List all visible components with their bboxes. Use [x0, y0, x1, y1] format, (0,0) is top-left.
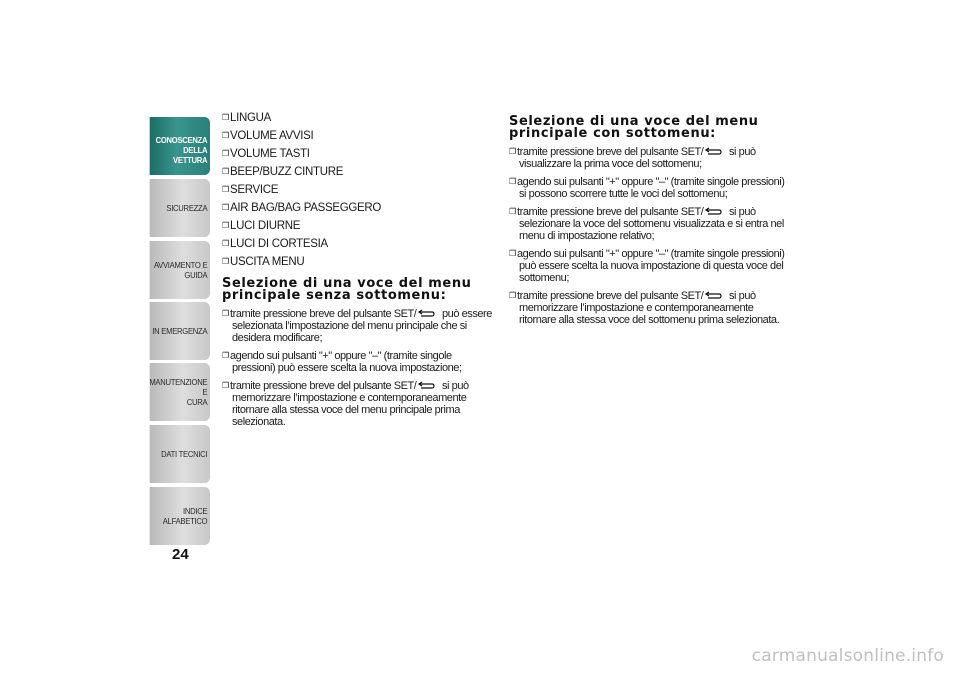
- left-column: [222, 112, 494, 434]
- tab-conoscenza-della-vettura[interactable]: [150, 117, 210, 175]
- instruction-item: [509, 146, 791, 170]
- return-arrow-icon: [704, 291, 722, 299]
- page-number: 24: [172, 546, 189, 563]
- section-heading: Selezione di una voce del menu principale con sottomenu:: [509, 114, 759, 141]
- section-heading: Selezione di una voce del menu principale senza sottomenu:: [222, 276, 472, 303]
- bullet-icon: ❒: [222, 239, 229, 248]
- tab-manutenzione-e-cura[interactable]: [150, 363, 210, 421]
- instruction-text-cont: può essere selezionata l’impostazione del menu principale che si desidera modificare;: [232, 308, 492, 344]
- tab-label-line1: INDICE ALFABETICO: [162, 506, 208, 526]
- bullet-icon: ❒: [509, 207, 516, 216]
- tab-label-line1: MANUTENZIONE E: [149, 377, 208, 397]
- right-column: [509, 116, 791, 332]
- bullet-icon: ❒: [222, 309, 229, 318]
- list-item: [222, 238, 494, 250]
- list-item-text: USCITA MENU: [230, 256, 305, 268]
- instruction-item: [509, 206, 791, 242]
- list-item-text: LUCI DIURNE: [230, 220, 301, 232]
- list-item-text: AIR BAG/BAG PASSEGGERO: [230, 202, 382, 214]
- tab-avviamento-e-guida[interactable]: [150, 241, 210, 299]
- tab-indice-alfabetico[interactable]: [150, 487, 210, 545]
- instruction-text: agendo sui pulsanti "+" oppure "–" (tramite singole pressioni) si possono scorrere tutte le voci del sottomenu;: [517, 176, 785, 200]
- bullet-icon: ❒: [222, 131, 229, 140]
- list-item: [222, 256, 494, 268]
- instruction-text-cont: si può visualizzare la prima voce del sottomenu;: [519, 146, 756, 170]
- bullet-icon: ❒: [222, 351, 229, 360]
- return-arrow-icon: [704, 207, 722, 215]
- tab-in-emergenza[interactable]: [150, 302, 210, 360]
- list-item-text: LUCI DI CORTESIA: [230, 238, 328, 250]
- instruction-item: [222, 308, 494, 344]
- instruction-text: tramite pressione breve del pulsante SET/: [517, 290, 704, 302]
- list-item: [222, 184, 494, 196]
- instruction-item: [222, 350, 494, 374]
- list-item: [222, 166, 494, 178]
- instruction-text: tramite pressione breve del pulsante SET/: [230, 380, 417, 392]
- tab-label-line1: IN EMERGENZA: [152, 326, 208, 336]
- bullet-icon: ❒: [509, 291, 516, 300]
- list-item-text: LINGUA: [230, 112, 272, 124]
- bullet-icon: ❒: [222, 167, 229, 176]
- tab-label-line2: CURA: [186, 397, 208, 407]
- list-item: [222, 112, 494, 124]
- bullet-icon: ❒: [222, 185, 229, 194]
- bullet-icon: ❒: [509, 147, 516, 156]
- tab-label-line1: SICUREZZA: [166, 203, 208, 213]
- bullet-icon: ❒: [222, 221, 229, 230]
- list-item-text: SERVICE: [230, 184, 279, 196]
- instruction-item: [509, 176, 791, 200]
- bullet-icon: ❒: [222, 203, 229, 212]
- list-item-text: BEEP/BUZZ CINTURE: [230, 166, 344, 178]
- bullet-icon: ❒: [509, 177, 516, 186]
- list-item-text: VOLUME AVVISI: [230, 130, 314, 142]
- tab-label-line2: DELLA VETTURA: [173, 145, 208, 165]
- instruction-text: agendo sui pulsanti "+" oppure "–" (tramite singole pressioni) può essere scelta la nuova impostazione di questa voce del sottomenu;: [517, 248, 785, 284]
- tab-label-line1: DATI TECNICI: [161, 449, 208, 459]
- return-arrow-icon: [704, 147, 722, 155]
- instruction-item: [509, 248, 791, 284]
- tab-sicurezza[interactable]: [150, 179, 210, 237]
- instruction-item: [222, 380, 494, 428]
- tab-dati-tecnici[interactable]: [150, 425, 210, 483]
- tab-label-line1: CONOSCENZA: [155, 135, 208, 145]
- instruction-text: agendo sui pulsanti "+" oppure "–" (tramite singole pressioni) può essere scelta la nuova impostazione;: [230, 350, 462, 374]
- instruction-text-cont: si può selezionare la voce del sottomenu visualizzata e si entra nel menu di impostazione relativo;: [519, 206, 784, 242]
- watermark: carmanualsonline.info: [751, 646, 944, 666]
- list-item: [222, 130, 494, 142]
- list-item-text: VOLUME TASTI: [230, 148, 310, 160]
- instruction-text: tramite pressione breve del pulsante SET/: [517, 206, 704, 218]
- instruction-text-cont: si può memorizzare l’impostazione e contemporaneamente ritornare alla stessa voce del sottomenu prima selezionata.: [519, 290, 780, 326]
- instruction-text: tramite pressione breve del pulsante SET/: [230, 308, 417, 320]
- instruction-text-cont: si può memorizzare l’impostazione e contemporaneamente ritornare alla stessa voce del menu principale prima selezionata.: [232, 380, 469, 428]
- tab-label-line2: GUIDA: [184, 270, 208, 280]
- bullet-icon: ❒: [222, 149, 229, 158]
- list-item: [222, 148, 494, 160]
- instruction-text: tramite pressione breve del pulsante SET/: [517, 146, 704, 158]
- list-item: [222, 202, 494, 214]
- bullet-icon: ❒: [509, 249, 516, 258]
- return-arrow-icon: [417, 381, 435, 389]
- tab-label-line1: AVVIAMENTO E: [153, 260, 208, 270]
- bullet-icon: ❒: [222, 113, 229, 122]
- list-item: [222, 220, 494, 232]
- return-arrow-icon: [417, 309, 435, 317]
- menu-items-list: [222, 112, 494, 268]
- bullet-icon: ❒: [222, 381, 229, 390]
- bullet-icon: ❒: [222, 257, 229, 266]
- instruction-item: [509, 290, 791, 326]
